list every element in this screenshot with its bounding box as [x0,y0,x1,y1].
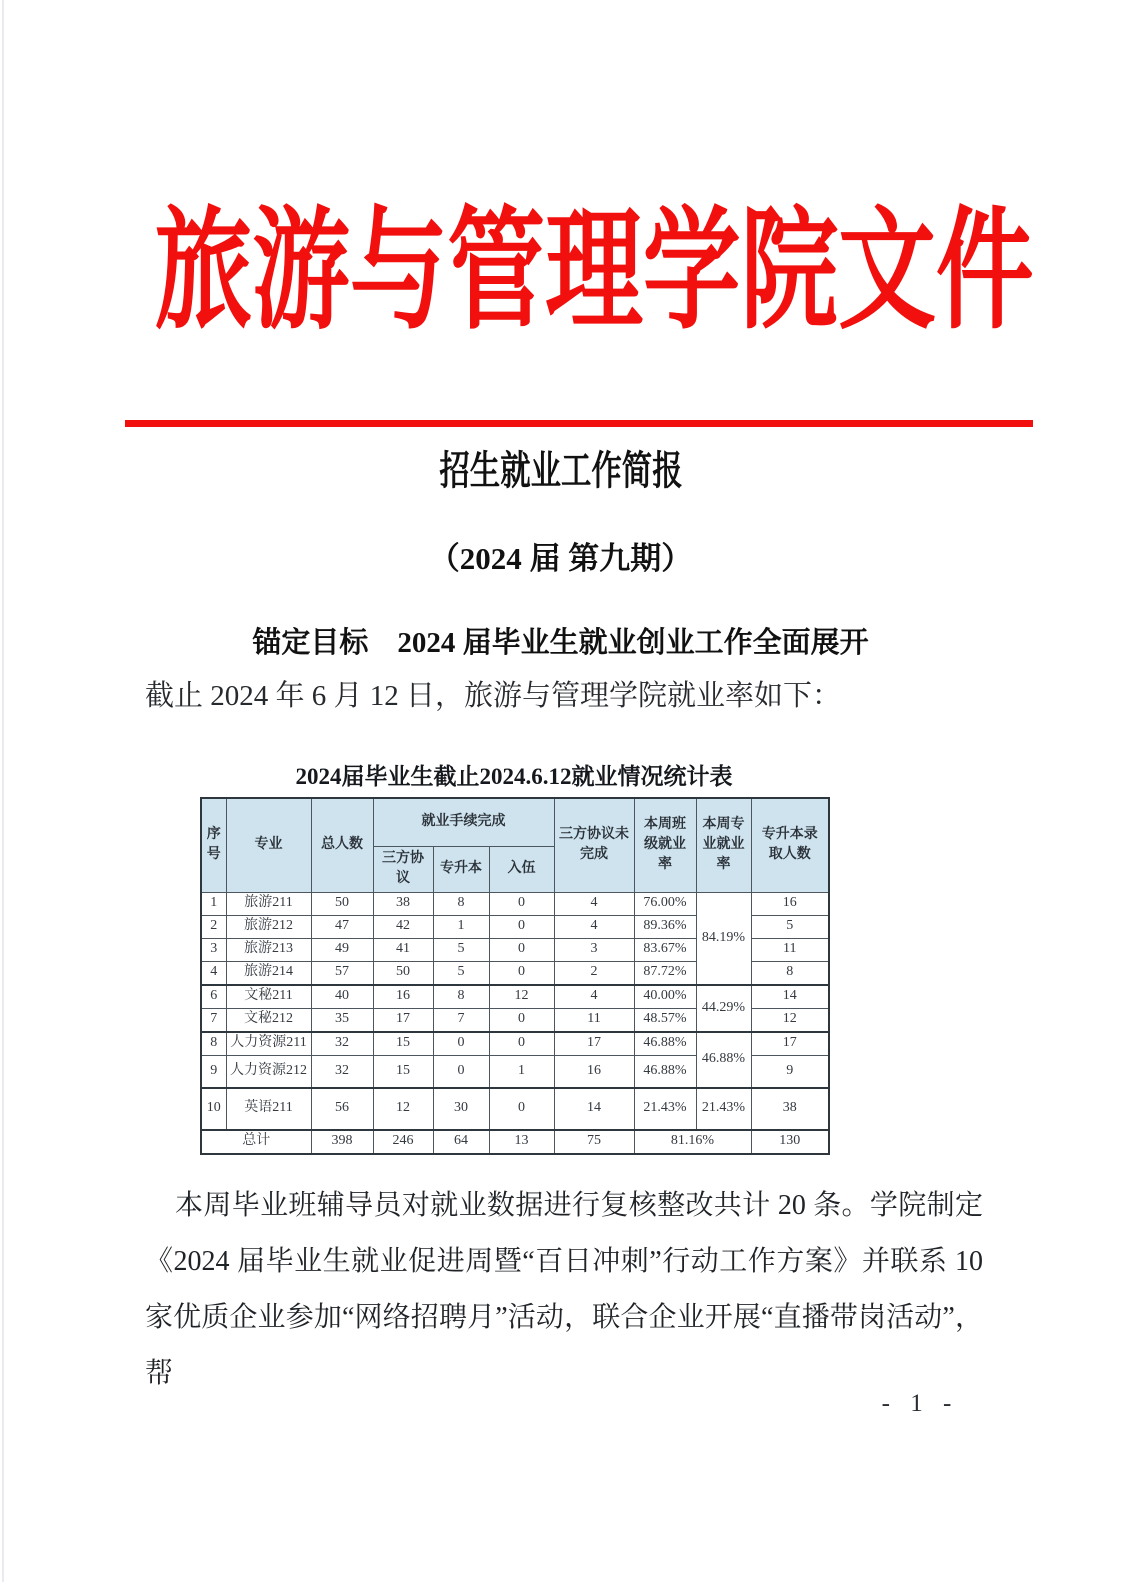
table-cell: 49 [311,938,373,961]
table-cell: 6 [201,985,226,1009]
table-cell: 17 [554,1032,634,1056]
table-cell: 本周专业就业率 [696,798,751,892]
table-cell: 21.43% [634,1088,696,1130]
table-cell: 1 [433,915,489,938]
table-cell: 8 [433,985,489,1009]
table-cell: 旅游213 [226,938,311,961]
table-row [201,798,829,846]
table-cell: 50 [373,961,433,985]
table-cell: 5 [433,961,489,985]
table-cell: 3 [201,938,226,961]
table-cell: 10 [201,1088,226,1130]
doc-issue: （2024 届 第九期） [428,541,693,576]
letterhead-title [0,198,1121,345]
table-cell: 15 [373,1055,433,1088]
body-paragraph: 本周毕业班辅导员对就业数据进行复核整改共计 20 条。学院制定《2024 届毕业生就业促进周暨“百日冲刺”行动工作方案》并联系 10 家优质企业参加“网络招聘月”活动，联合企业开展“直播带岗活动”，帮 [145,1190,983,1389]
table-cell: 总人数 [311,798,373,892]
letterhead-divider [125,420,1033,427]
table-cell: 35 [311,1008,373,1032]
table-cell: 文秘212 [226,1008,311,1032]
doc-title [0,449,1121,493]
table-cell: 5 [433,938,489,961]
table-cell: 17 [373,1008,433,1032]
table-cell: 2 [554,961,634,985]
table-cell: 12 [489,985,554,1009]
table-cell: 40.00% [634,985,696,1009]
table-cell: 16 [751,892,829,915]
table-cell: 专升本 [433,846,489,892]
table-cell: 三方协议未完成 [554,798,634,892]
table-cell: 7 [201,1008,226,1032]
table-cell: 0 [489,1008,554,1032]
table-block [200,758,828,1155]
table-cell: 246 [373,1130,433,1154]
table-row [201,1088,829,1130]
table-cell: 44.29% [696,985,751,1032]
table-cell: 旅游211 [226,892,311,915]
table-row [201,1032,829,1056]
table-cell: 人力资源211 [226,1032,311,1056]
table-cell: 入伍 [489,846,554,892]
table-cell: 41 [373,938,433,961]
table-cell: 21.43% [696,1088,751,1130]
table-cell: 0 [433,1055,489,1088]
table-cell: 40 [311,985,373,1009]
table-cell: 87.72% [634,961,696,985]
table-cell: 42 [373,915,433,938]
table-cell: 8 [433,892,489,915]
table-cell: 本周班级就业率 [634,798,696,892]
table-cell: 4 [554,915,634,938]
table-cell: 16 [554,1055,634,1088]
table-cell: 84.19% [696,892,751,985]
table-cell: 0 [433,1032,489,1056]
table-cell: 9 [751,1055,829,1088]
table-cell: 4 [201,961,226,985]
table-cell: 旅游214 [226,961,311,985]
table-cell: 89.36% [634,915,696,938]
table-cell: 50 [311,892,373,915]
table-cell: 0 [489,961,554,985]
table-cell: 13 [489,1130,554,1154]
table-cell: 12 [751,1008,829,1032]
table-cell: 总计 [201,1130,311,1154]
table-cell: 64 [433,1130,489,1154]
table-cell: 15 [373,1032,433,1056]
table-cell: 人力资源212 [226,1055,311,1088]
table-cell: 三方协议 [373,846,433,892]
table-cell: 4 [554,985,634,1009]
table-cell: 专业 [226,798,311,892]
table-cell: 旅游212 [226,915,311,938]
table-cell: 0 [489,892,554,915]
stats-table [200,797,830,1155]
table-cell: 12 [373,1088,433,1130]
table-cell: 398 [311,1130,373,1154]
table-cell: 46.88% [634,1032,696,1056]
table-cell: 11 [751,938,829,961]
doc-title-text: 招生就业工作简报 [438,448,683,493]
table-cell: 序号 [201,798,226,892]
table-cell: 14 [554,1088,634,1130]
table-cell: 就业手续完成 [373,798,554,846]
table-title: 2024届毕业生截止2024.6.12就业情况统计表 [295,764,733,789]
table-cell: 130 [751,1130,829,1154]
table-cell: 9 [201,1055,226,1088]
table-cell: 76.00% [634,892,696,915]
table-cell: 5 [751,915,829,938]
table-cell: 8 [201,1032,226,1056]
table-cell: 11 [554,1008,634,1032]
table-body [201,892,829,1154]
table-cell: 81.16% [634,1130,751,1154]
table-cell: 30 [433,1088,489,1130]
table-cell: 48.57% [634,1008,696,1032]
table-cell: 3 [554,938,634,961]
table-cell: 56 [311,1088,373,1130]
table-cell: 47 [311,915,373,938]
table-cell: 14 [751,985,829,1009]
intro-text: 截止 2024 年 6 月 12 日，旅游与管理学院就业率如下： [145,680,842,712]
table-cell: 32 [311,1032,373,1056]
table-header [201,798,829,892]
table-cell: 17 [751,1032,829,1056]
table-cell: 0 [489,1088,554,1130]
table-cell: 0 [489,938,554,961]
table-cell: 46.88% [696,1032,751,1088]
table-cell: 4 [554,892,634,915]
table-cell: 38 [373,892,433,915]
table-row [201,1130,829,1154]
letterhead-title-text: 旅游与管理学院文件 [154,198,1034,345]
table-cell: 1 [489,1055,554,1088]
section-heading: 锚定目标 2024 届毕业生就业创业工作全面展开 [252,627,869,659]
table-cell: 0 [489,1032,554,1056]
table-cell: 75 [554,1130,634,1154]
table-cell: 38 [751,1088,829,1130]
table-cell: 专升本录取人数 [751,798,829,892]
table-cell: 0 [489,915,554,938]
table-row [201,985,829,1009]
table-cell: 7 [433,1008,489,1032]
table-cell: 16 [373,985,433,1009]
table-cell: 32 [311,1055,373,1088]
table-cell: 8 [751,961,829,985]
table-cell: 2 [201,915,226,938]
table-cell: 1 [201,892,226,915]
table-row [201,892,829,915]
page-number: - 1 - [881,1390,959,1417]
table-cell: 英语211 [226,1088,311,1130]
table-cell: 57 [311,961,373,985]
table-cell: 83.67% [634,938,696,961]
table-cell: 文秘211 [226,985,311,1009]
table-cell: 46.88% [634,1055,696,1088]
